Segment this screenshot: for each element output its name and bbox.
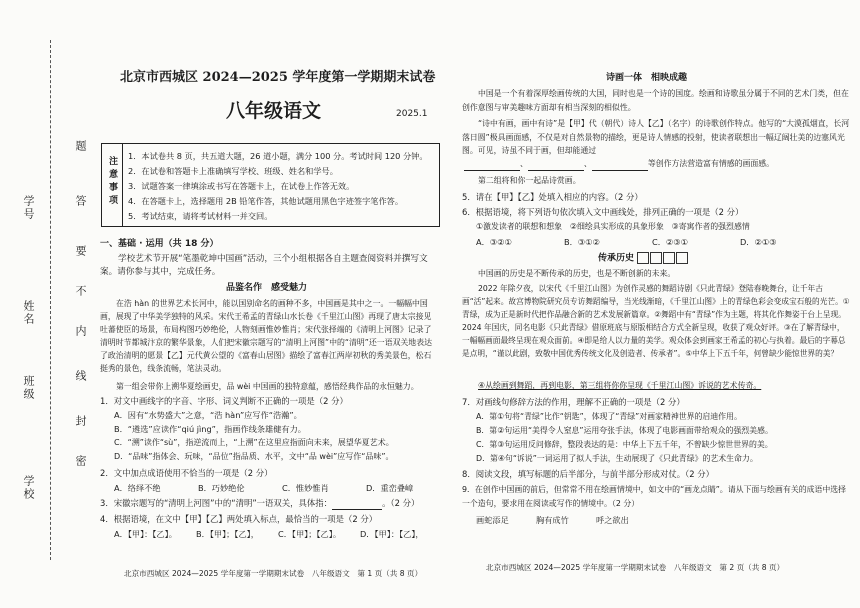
- intro-line-1: 学校艺术节开展“笔墨乾坤中国画”活动，三个小组根据各自主题查阅资料并撰写文: [118, 254, 428, 264]
- q6-option-b: B．③①②: [564, 237, 600, 247]
- q2-option-a: A．络绎不绝: [114, 483, 161, 493]
- passage-1: 在浩 hàn 的世界艺术长河中，能以国别命名的画种不多，中国画是其中之一。一幅幅中国画，展现了中华美学独特的风采。宋代王希孟的青绿山水长卷《千里江山图》再现了唐太宗接见吐蕃使臣的场景，布局构图巧妙绝伦，人物刻画惟妙惟肖；宋代张择端的《清明上河图》记录了清明时节都城汴京的繁华景象，人们把宋徽宗题写的“清明上河图”中的“清明”还一语双关地表达了政治清明的愿景【乙】元代黄公望的《富春山居图》描绘了富春江两岸初秋的秀美景色，松石挺秀的景色，线条流畅，笔法灵动。: [100, 299, 432, 374]
- notice-item-1: 1．本试卷共 8 页，共五道大题，26 道小题，满分 100 分。考试时间 120 分钟。: [128, 151, 428, 161]
- exam-page-1: [100, 0, 440, 608]
- seal-feng: 封: [74, 415, 87, 428]
- p2-passage-3: 第二组将和你一起品诗赏画。: [478, 176, 581, 185]
- page-2-footer: 北京市西城区 2024—2025 学年度第一学期期末试卷 八年级语文 第 2 页（共 8 页）: [486, 563, 785, 572]
- p2-passage-1: 中国是一个有着深厚绘画传统的大国，同时也是一个诗的国度。绘画和诗歌虽分属于不同的艺术门类，但在创作意图与审美趣味方面却有相当深刻的相似性。: [462, 89, 849, 112]
- title-answer-boxes[interactable]: [637, 254, 689, 264]
- q7-option-b: B．第②句运用“美得令人窒息”运用夸张手法，体现了电影画面带给观众的强烈美感。: [476, 426, 773, 435]
- exam-header: 北京市西城区 2024—2025 学年度第一学期期末试卷: [120, 70, 436, 85]
- notice-item-2: 2．在试卷和答题卡上准确填写学校、班级、姓名和学号。: [128, 166, 338, 176]
- question-5: 5．请在【甲】【乙】处填入相应的内容。（2 分）: [462, 192, 643, 202]
- q4-option-c: C．【甲】；【乙】。: [278, 529, 342, 539]
- section-1-heading: 一、基础 · 运用（共 18 分）: [100, 239, 219, 249]
- notice-item-4: 4．在答题卡上，选择题用 2B 铅笔作答，其他试题用黑色字迹签字笔作答。: [128, 196, 404, 206]
- exam-date: 2025.1: [396, 109, 428, 119]
- subsection-title-2: 诗画一体 相映成趣: [606, 73, 688, 83]
- q6-option-a: A．③②①: [476, 237, 512, 247]
- seal-ti: 题: [74, 140, 87, 153]
- notice-box: [101, 143, 440, 227]
- q6-option-d: D．②①③: [740, 237, 777, 247]
- p2-passage-5-closing: ④从绘画到舞蹈，再到电影，第三组将你你呈现《千里江山图》诉说的艺术传奇。: [478, 381, 762, 390]
- question-3-tail: 。（2 分）: [382, 498, 420, 508]
- binding-dashed-line: [50, 40, 51, 560]
- passage-2: 第一组会带你上溯华夏绘画史，品 wèi 中国画的独特意蕴，感悟经典作品的永恒魅力。: [116, 382, 419, 391]
- question-9: 9．在创作中国画的前后，但常常不用在绘画情境中，如文中的“画龙点睛”。请从下面与绘画有关的成语中选择一个造句，要求用在阅读或写作的情境中。（2 分）: [462, 485, 847, 508]
- q9-idiom-1: 画蛇添足: [476, 515, 509, 525]
- exam-page-2: [462, 0, 852, 608]
- q1-option-c: C．“溯”读作“sù”，指逆流而上，“上溯”在这里应指面向未来，展望华夏艺术。: [114, 438, 394, 447]
- q7-option-a: A．第①句将“青绿”比作“钥匙”，体现了“青绿”对画家精神世界的启迪作用。: [476, 412, 742, 421]
- p2-passage-5: 2022 年除夕夜，以宋代《千里江山图》为创作灵感的舞蹈诗剧《只此青绿》登陆春晚舞台，让千年古画“活”起来。故宫博物院研究员专访舞蹈编导，当光线渐暗，《千里江山图》上的青绿色彩会变成宝石般的光芒。①青绿，成为正是新时代把作品融合新的艺术发展新篇章。②舞蹈中有“青绿”作为主题，将其化作舞姿于台上呈现。2024 年国庆，同名电影《只此青绿》借原班底与原版相结合方式全新呈现，收获了观众好评。③在了解青绿中，一幅幅画面最终呈现在观众面前。④即是给人以力量的美学。观众体会到画家王希孟的初心与执着。最后的字幕总是点明，“谨以此剧，致敬中国优秀传统文化及创造者、传承者”。⑤中华上下五千年，何曾缺少能惊世界的美？: [462, 284, 850, 359]
- question-1: 1．对文中画线字的字音、字形、词义判断不正确的一项是（2 分）: [100, 396, 348, 406]
- p2-blank-1[interactable]: [464, 158, 520, 171]
- seal-xian: 线: [74, 370, 87, 383]
- id-label: 学号: [22, 195, 35, 221]
- q1-option-b: B．“遴选”应读作“qiú jìng”，指画作线条雄健有力。: [114, 424, 306, 434]
- q9-idiom-3: 呼之欲出: [596, 515, 629, 525]
- p2-passage-2-blanks: 、 、 等创作方法营造富有情感的画面感。: [464, 158, 774, 171]
- q9-idiom-2: 胸有成竹: [536, 515, 569, 525]
- q2-option-b: B．巧妙绝伦: [198, 483, 245, 493]
- seal-da: 答: [74, 195, 87, 208]
- q4-option-d: D．【甲】：【乙】，: [360, 529, 424, 539]
- question-4: 4．根据语境，在文中【甲】【乙】两处填入标点，最恰当的一项是（2 分）: [100, 514, 378, 524]
- school-label: 学校: [22, 475, 35, 501]
- q1-option-a: A．因有“水势盛大”之意，“浩 hàn”应写作“浩瀚”。: [114, 410, 302, 420]
- seal-bu: 不: [74, 285, 87, 298]
- name-label: 姓名: [22, 300, 35, 326]
- q4-option-b: B．【甲】；【乙】，: [196, 529, 259, 539]
- q6-option-c: C．②③①: [652, 237, 688, 247]
- seal-yao: 要: [74, 245, 87, 258]
- subsection-title-3: 传承历史: [598, 252, 689, 265]
- page-1-footer: 北京市西城区 2024—2025 学年度第一学期期末试卷 八年级语文 第 1 页（共 8 页）: [124, 569, 423, 578]
- q6-items: ①激发读者的联想和想象 ②细绘具实形成的具象形象 ③寄寓作者的强烈感情: [476, 222, 750, 231]
- q7-option-d: D．第④句“诉说”一词运用了拟人手法，生动展现了《只此青绿》的艺术生命力。: [476, 454, 758, 463]
- notice-item-3: 3．试题答案一律填涂或书写在答题卡上，在试卷上作答无效。: [128, 181, 355, 191]
- p2-blank-2[interactable]: [528, 158, 584, 171]
- question-7: 7．对画线句修辞方法的作用，理解不正确的一项是（2 分）: [462, 397, 685, 407]
- q3-answer-blank[interactable]: [332, 497, 382, 510]
- question-3-text: 3．宋徽宗题写的“清明上河图”中的“清明”一语双关，具体指：: [100, 498, 333, 508]
- seal-mi: 密: [74, 455, 87, 468]
- intro-line-2: 案。请你参与其中，完成任务。: [100, 267, 221, 277]
- notice-item-5: 5．考试结束，请将考试材料一并交回。: [128, 211, 273, 221]
- exam-title: 八年级语文: [226, 100, 322, 122]
- question-8: 8．阅读文段，填写标题的后半部分，与前半部分形成对仗。（2 分）: [462, 469, 714, 479]
- question-6: 6．根据语境，将下列语句依次填入文中画线处，排列正确的一项是（2 分）: [462, 207, 744, 217]
- q4-option-a: A．【甲】：【乙】。: [114, 529, 177, 539]
- q2-option-c: C．惟妙惟肖: [282, 483, 329, 493]
- binding-strip: [0, 0, 100, 608]
- q2-option-d: D．重峦叠嶂: [366, 483, 414, 493]
- question-2: 2．文中加点成语使用不恰当的一项是（2 分）: [100, 468, 273, 478]
- q7-option-c: C．第③句运用反问修辞，整段表达的是：中华上下五千年，不曾缺少惊世世界的美。: [476, 440, 773, 449]
- notice-label: 注意事项: [107, 156, 117, 208]
- seal-nei: 内: [74, 325, 87, 338]
- q1-option-d: D．“品味”指体会、玩味，“品位”指品质、水平，文中“品 wèi”应写作“品味”。: [114, 452, 394, 461]
- subsection-title-1: 品鉴名作 感受魅力: [226, 283, 308, 293]
- p2-passage-2: “诗中有画，画中有诗”是【甲】代（朝代）诗人【乙】（名字）的诗歌创作特点。他写的“大漠孤烟直，长河落日圆”极具画面感，不仅是对自然景物的描绘，更是诗人情感的投射，使读者联想出一幅辽阔壮美的边塞风光图。可见，诗虽不同于画，但却能通过: [462, 119, 850, 156]
- p2-passage-4: 中国画的历史是不断传承的历史，也是不断创新的未来。: [478, 269, 676, 278]
- class-label: 班级: [22, 375, 35, 401]
- question-3: [100, 497, 419, 510]
- p2-blank-3[interactable]: [592, 158, 648, 171]
